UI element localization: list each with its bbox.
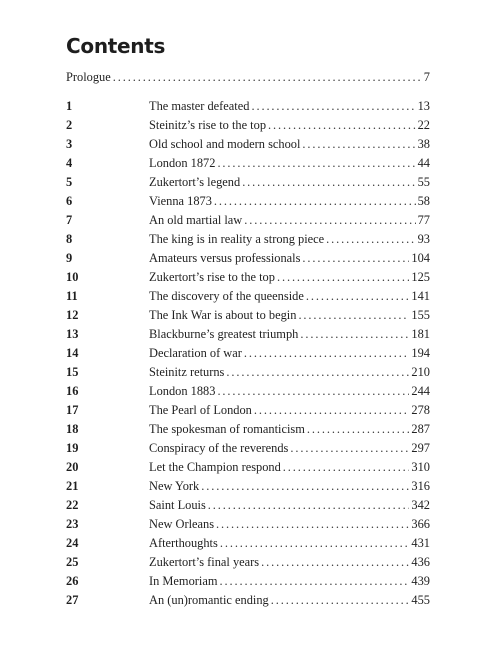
chapter-page: 38 <box>417 137 430 151</box>
chapter-title: Steinitz’s rise to the top <box>149 118 267 132</box>
toc-chapter-16[interactable] <box>66 382 430 401</box>
chapter-number: 22 <box>66 498 79 512</box>
dot-leader <box>226 363 409 382</box>
page-title: Contents <box>66 34 166 58</box>
chapter-page: 58 <box>417 194 430 208</box>
chapter-number: 15 <box>66 365 79 379</box>
chapter-title: Afterthoughts <box>149 536 218 550</box>
chapter-title: In Memoriam <box>149 574 218 588</box>
dot-leader <box>217 154 415 173</box>
toc-entry-prologue[interactable] <box>66 68 430 87</box>
chapter-title: The king is in reality a strong piece <box>149 232 325 246</box>
chapter-title: An old martial law <box>149 213 243 227</box>
dot-leader <box>300 325 409 344</box>
chapter-number: 23 <box>66 517 79 531</box>
chapter-title: The Ink War is about to begin <box>149 308 297 322</box>
chapter-page: 210 <box>411 365 430 379</box>
dot-leader <box>302 249 409 268</box>
chapter-title: The master defeated <box>149 99 250 113</box>
chapter-page: 316 <box>411 479 430 493</box>
chapter-page: 455 <box>411 593 430 607</box>
chapter-page: 93 <box>417 232 430 246</box>
toc-chapter-3[interactable] <box>66 135 430 154</box>
dot-leader <box>306 287 410 306</box>
chapter-page: 366 <box>411 517 430 531</box>
toc-chapter-11[interactable] <box>66 287 430 306</box>
chapter-title: Saint Louis <box>149 498 206 512</box>
dot-leader <box>208 496 410 515</box>
chapter-number: 10 <box>66 270 79 284</box>
chapter-page: 297 <box>411 441 430 455</box>
toc-chapter-13[interactable] <box>66 325 430 344</box>
dot-leader <box>290 439 409 458</box>
chapter-page: 194 <box>411 346 430 360</box>
chapter-number: 12 <box>66 308 79 322</box>
chapter-number: 26 <box>66 574 79 588</box>
chapter-title: Blackburne’s greatest triumph <box>149 327 299 341</box>
toc-chapter-2[interactable] <box>66 116 430 135</box>
toc-chapter-17[interactable] <box>66 401 430 420</box>
chapter-page: 342 <box>411 498 430 512</box>
chapter-title: Conspiracy of the reverends <box>149 441 289 455</box>
chapter-number: 18 <box>66 422 79 436</box>
dot-leader <box>271 591 410 610</box>
toc-chapter-5[interactable] <box>66 173 430 192</box>
dot-leader <box>219 572 409 591</box>
chapter-number: 5 <box>66 175 73 189</box>
chapter-title: Vienna 1873 <box>149 194 212 208</box>
chapter-number: 9 <box>66 251 73 265</box>
chapter-title: New Orleans <box>149 517 215 531</box>
dot-leader <box>277 268 409 287</box>
chapter-title: An (un)romantic ending <box>149 593 269 607</box>
dot-leader <box>201 477 409 496</box>
toc-chapter-12[interactable] <box>66 306 430 325</box>
chapter-page: 310 <box>411 460 430 474</box>
chapter-title: Zukertort’s final years <box>149 555 260 569</box>
toc-chapter-9[interactable] <box>66 249 430 268</box>
toc-chapter-19[interactable] <box>66 439 430 458</box>
dot-leader <box>242 173 415 192</box>
chapter-page: 55 <box>417 175 430 189</box>
toc-chapter-21[interactable] <box>66 477 430 496</box>
dot-leader <box>244 211 415 230</box>
toc-chapter-26[interactable] <box>66 572 430 591</box>
dot-leader <box>214 192 416 211</box>
dot-leader <box>268 116 416 135</box>
chapter-number: 8 <box>66 232 73 246</box>
chapter-number: 1 <box>66 99 73 113</box>
chapter-number: 4 <box>66 156 73 170</box>
dot-leader <box>217 382 409 401</box>
dot-leader <box>302 135 415 154</box>
chapter-page: 436 <box>411 555 430 569</box>
toc-chapter-15[interactable] <box>66 363 430 382</box>
chapter-page: 287 <box>411 422 430 436</box>
dot-leader <box>261 553 409 572</box>
chapter-title: Zukertort’s rise to the top <box>149 270 275 284</box>
chapter-title: Let the Champion respond <box>149 460 281 474</box>
chapter-number: 25 <box>66 555 79 569</box>
dot-leader <box>326 230 415 249</box>
chapter-number: 17 <box>66 403 79 417</box>
chapter-number: 14 <box>66 346 79 360</box>
dot-leader <box>244 344 410 363</box>
chapter-title: London 1872 <box>149 156 216 170</box>
chapter-page: 104 <box>411 251 430 265</box>
toc-chapter-23[interactable] <box>66 515 430 534</box>
chapter-page: 439 <box>411 574 430 588</box>
toc-chapter-22[interactable] <box>66 496 430 515</box>
chapter-number: 16 <box>66 384 79 398</box>
chapter-page: 125 <box>411 270 430 284</box>
chapter-title: Amateurs versus professionals <box>149 251 301 265</box>
dot-leader <box>307 420 410 439</box>
chapter-page: 13 <box>417 99 430 113</box>
chapter-number: 27 <box>66 593 79 607</box>
toc-chapter-10[interactable] <box>66 268 430 287</box>
chapter-title: The spokesman of romanticism <box>149 422 305 436</box>
chapter-number: 11 <box>66 289 78 303</box>
dot-leader <box>113 68 422 87</box>
chapter-page: 431 <box>411 536 430 550</box>
chapter-title: The discovery of the queenside <box>149 289 304 303</box>
chapter-title: Steinitz returns <box>149 365 225 379</box>
toc-chapter-1[interactable] <box>66 97 430 116</box>
chapter-number: 7 <box>66 213 73 227</box>
toc-chapter-20[interactable] <box>66 458 430 477</box>
chapter-page: 22 <box>417 118 430 132</box>
toc-chapter-25[interactable] <box>66 553 430 572</box>
chapter-title: Declaration of war <box>149 346 242 360</box>
chapter-number: 21 <box>66 479 79 493</box>
dot-leader <box>216 515 409 534</box>
toc-chapter-8[interactable] <box>66 230 430 249</box>
toc-entry-title: Prologue <box>66 70 111 84</box>
toc-back-acknowledgements[interactable] <box>66 535 430 554</box>
dot-leader <box>251 97 415 116</box>
toc-chapter-6[interactable] <box>66 192 430 211</box>
chapter-number: 2 <box>66 118 73 132</box>
chapter-number: 24 <box>66 536 79 550</box>
dot-leader <box>298 306 409 325</box>
dot-leader <box>283 458 410 477</box>
chapter-number: 19 <box>66 441 79 455</box>
dot-leader <box>254 401 410 420</box>
chapter-page: 155 <box>411 308 430 322</box>
toc-chapter-7[interactable] <box>66 211 430 230</box>
chapter-title: Zukertort’s legend <box>149 175 241 189</box>
chapter-number: 13 <box>66 327 79 341</box>
toc-chapter-18[interactable] <box>66 420 430 439</box>
chapter-page: 181 <box>411 327 430 341</box>
toc-chapter-14[interactable] <box>66 344 430 363</box>
toc-chapter-27[interactable] <box>66 591 430 610</box>
chapter-page: 278 <box>411 403 430 417</box>
chapter-title: New York <box>149 479 200 493</box>
chapter-title: London 1883 <box>149 384 216 398</box>
chapter-page: 244 <box>411 384 430 398</box>
toc-entry-page: 7 <box>423 70 430 84</box>
chapter-number: 3 <box>66 137 73 151</box>
chapter-page: 77 <box>417 213 430 227</box>
chapter-title: Old school and modern school <box>149 137 301 151</box>
chapter-title: The Pearl of London <box>149 403 252 417</box>
chapter-number: 6 <box>66 194 73 208</box>
chapter-number: 20 <box>66 460 79 474</box>
chapter-page: 44 <box>417 156 430 170</box>
toc-chapter-4[interactable] <box>66 154 430 173</box>
chapter-page: 141 <box>411 289 430 303</box>
